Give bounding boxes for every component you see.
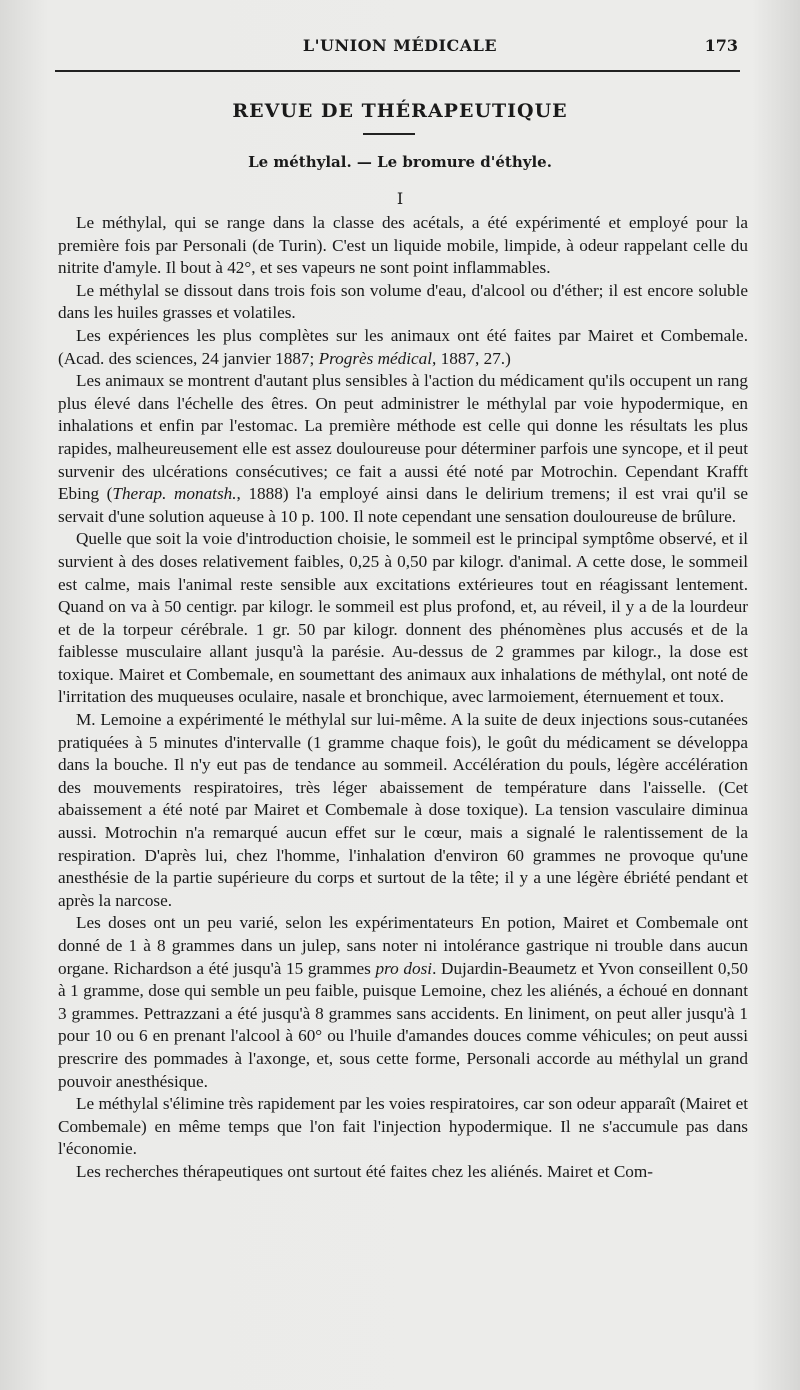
paragraph-text: Le méthylal, qui se range dans la classe des acétals, a été expérimenté et employé pour la première fois par Personali (de Turin). C'est un liquide mobile, limpide, à odeur rappelant celle du nitrite d'amyle. Il bout à 42°, et ses vapeurs ne sont point inflammables.	[58, 213, 748, 278]
paragraph-text: Les recherches thérapeutiques ont surtout été faites chez les aliénés. Mairet et Com-	[76, 1161, 653, 1181]
paragraph	[58, 912, 748, 1093]
italic-citation: Therap. monatsh.	[112, 484, 237, 504]
paragraph-text: Les animaux se montrent d'autant plus sensibles à l'action du médicament qu'ils occupent un rang plus élevé dans l'échelle des êtres. On peut administrer le méthylal par voie hypodermique, en inhalations et enfin par l'estomac. La première méthode est celle qui donne les résultats les plus rapides, malheureusement elle est assez douloureuse pour déterminer parfois une syncope, et il peut survenir des ulcérations consécutives; ce fait a aussi été noté par Motrochin. Cependant Krafft Ebing (	[58, 371, 748, 504]
part-number: I	[396, 189, 404, 208]
section-title: REVUE DE THÉRAPEUTIQUE	[232, 100, 568, 122]
title-rule	[363, 133, 415, 135]
paragraph	[58, 212, 748, 280]
paragraph-text: Quelle que soit la voie d'introduction choisie, le sommeil est le principal symptôme observé, et il survient à des doses relativement faibles, 0,25 à 0,50 par kilogr. d'animal. A cette dose, le sommeil est calme, mais l'animal reste sensible aux excitations extérieures tout en réagissant lentement. Quand on va à 50 centigr. par kilogr. le sommeil est plus profond, et, au réveil, il y a de la lourdeur et de la torpeur cérébrale. 1 gr. 50 par kilogr. donnent des phénomènes plus accusés et de la faiblesse musculaire allant jusqu'à la parésie. Au-dessus de 2 grammes par kilogr., la dose est toxique. Mairet et Combemale, en soumettant des animaux aux inhalations de méthylal, ont noté de l'irritation des muqueuses oculaire, nasale et bronchique, avec larmoiement, éternuement et toux.	[58, 529, 748, 707]
header-rule	[55, 70, 740, 72]
page-number: 173	[704, 36, 738, 55]
paragraph	[58, 709, 748, 912]
paragraph-text: , 1887, 27.)	[432, 348, 511, 368]
paragraph-text: Le méthylal se dissout dans trois fois son volume d'eau, d'alcool ou d'éther; il est encore soluble dans les huiles grasses et volatiles.	[58, 280, 748, 323]
paragraph	[58, 370, 748, 528]
journal-name: L'UNION MÉDICALE	[302, 36, 498, 55]
article-subtitle: Le méthylal. — Le bromure d'éthyle.	[248, 153, 552, 171]
paragraph-text: Les expériences les plus complètes sur les animaux ont été faites par Mairet et Combemale. (Acad. des sciences, 24 janvier 1887;	[58, 325, 748, 368]
paragraph	[58, 280, 748, 325]
paragraph-text: , 1888) l'a employé ainsi dans le delirium tremens; il est vrai qu'il se servait d'une solution aqueuse à 10 p. 100. Il note cependant une sensation douloureuse de brûlure.	[58, 484, 748, 526]
paragraph-text: . Dujardin-Beaumetz et Yvon conseillent 0,50 à 1 gramme, dose qui semble un peu faible, puisque Lemoine, chez les aliénés, a échoué en donnant 3 grammes. Pettrazzani a été jusqu'à 8 grammes sans accidents. En liniment, on peut aller jusqu'à 1 pour 10 ou 6 en prenant l'alcool à 60° ou l'huile d'amandes douces comme véhicules; on peut aussi prescrire des pommades à l'axonge, et, sous cette forme, Personali accorde au méthylal un grand pouvoir anesthésique.	[58, 958, 749, 1091]
paragraph	[58, 1161, 748, 1184]
paragraph	[58, 325, 748, 370]
paragraph-text: Le méthylal s'élimine très rapidement par les voies respiratoires, car son odeur apparaît (Mairet et Combemale) en même temps que l'on fait l'injection hypodermique. Il ne s'accumule pas dans l'économie.	[58, 1094, 748, 1159]
article-body	[58, 212, 748, 1184]
paragraph	[58, 528, 748, 709]
running-head	[0, 36, 800, 60]
paragraph	[58, 1093, 748, 1161]
paragraph-text: Les doses ont un peu varié, selon les expérimentateurs En potion, Mairet et Combemale ont donné de 1 à 8 grammes dans un julep, sans noter ni intolérance gastrique ni trouble dans aucun organe. Richardson a été jusqu'à 15 grammes	[58, 913, 748, 978]
paragraph-text: M. Lemoine a expérimenté le méthylal sur lui-même. A la suite de deux injections sous-cutanées pratiquées à 5 minutes d'intervalle (1 gramme chaque fois), le goût du médicament se développa dans la bouche. Il n'y eut pas de tendance au sommeil. Accélération du pouls, légère accélération des mouvements respiratoires, très léger abaissement de température dans l'aisselle. (Cet abaissement a été noté par Mairet et Combemale à dose toxique). La tension vasculaire diminua aussi. Motrochin n'a remarqué aucun effet sur le cœur, mais a signalé le ralentissement de la respiration. D'après lui, chez l'homme, l'inhalation d'environ 60 grammes ne provoque qu'une anesthésie de la partie supérieure du corps et surtout de la tête; il y a une légère ébriété pendant et après la narcose.	[58, 710, 748, 910]
italic-citation: pro dosi	[375, 958, 433, 978]
italic-citation: Progrès médical	[318, 348, 433, 368]
